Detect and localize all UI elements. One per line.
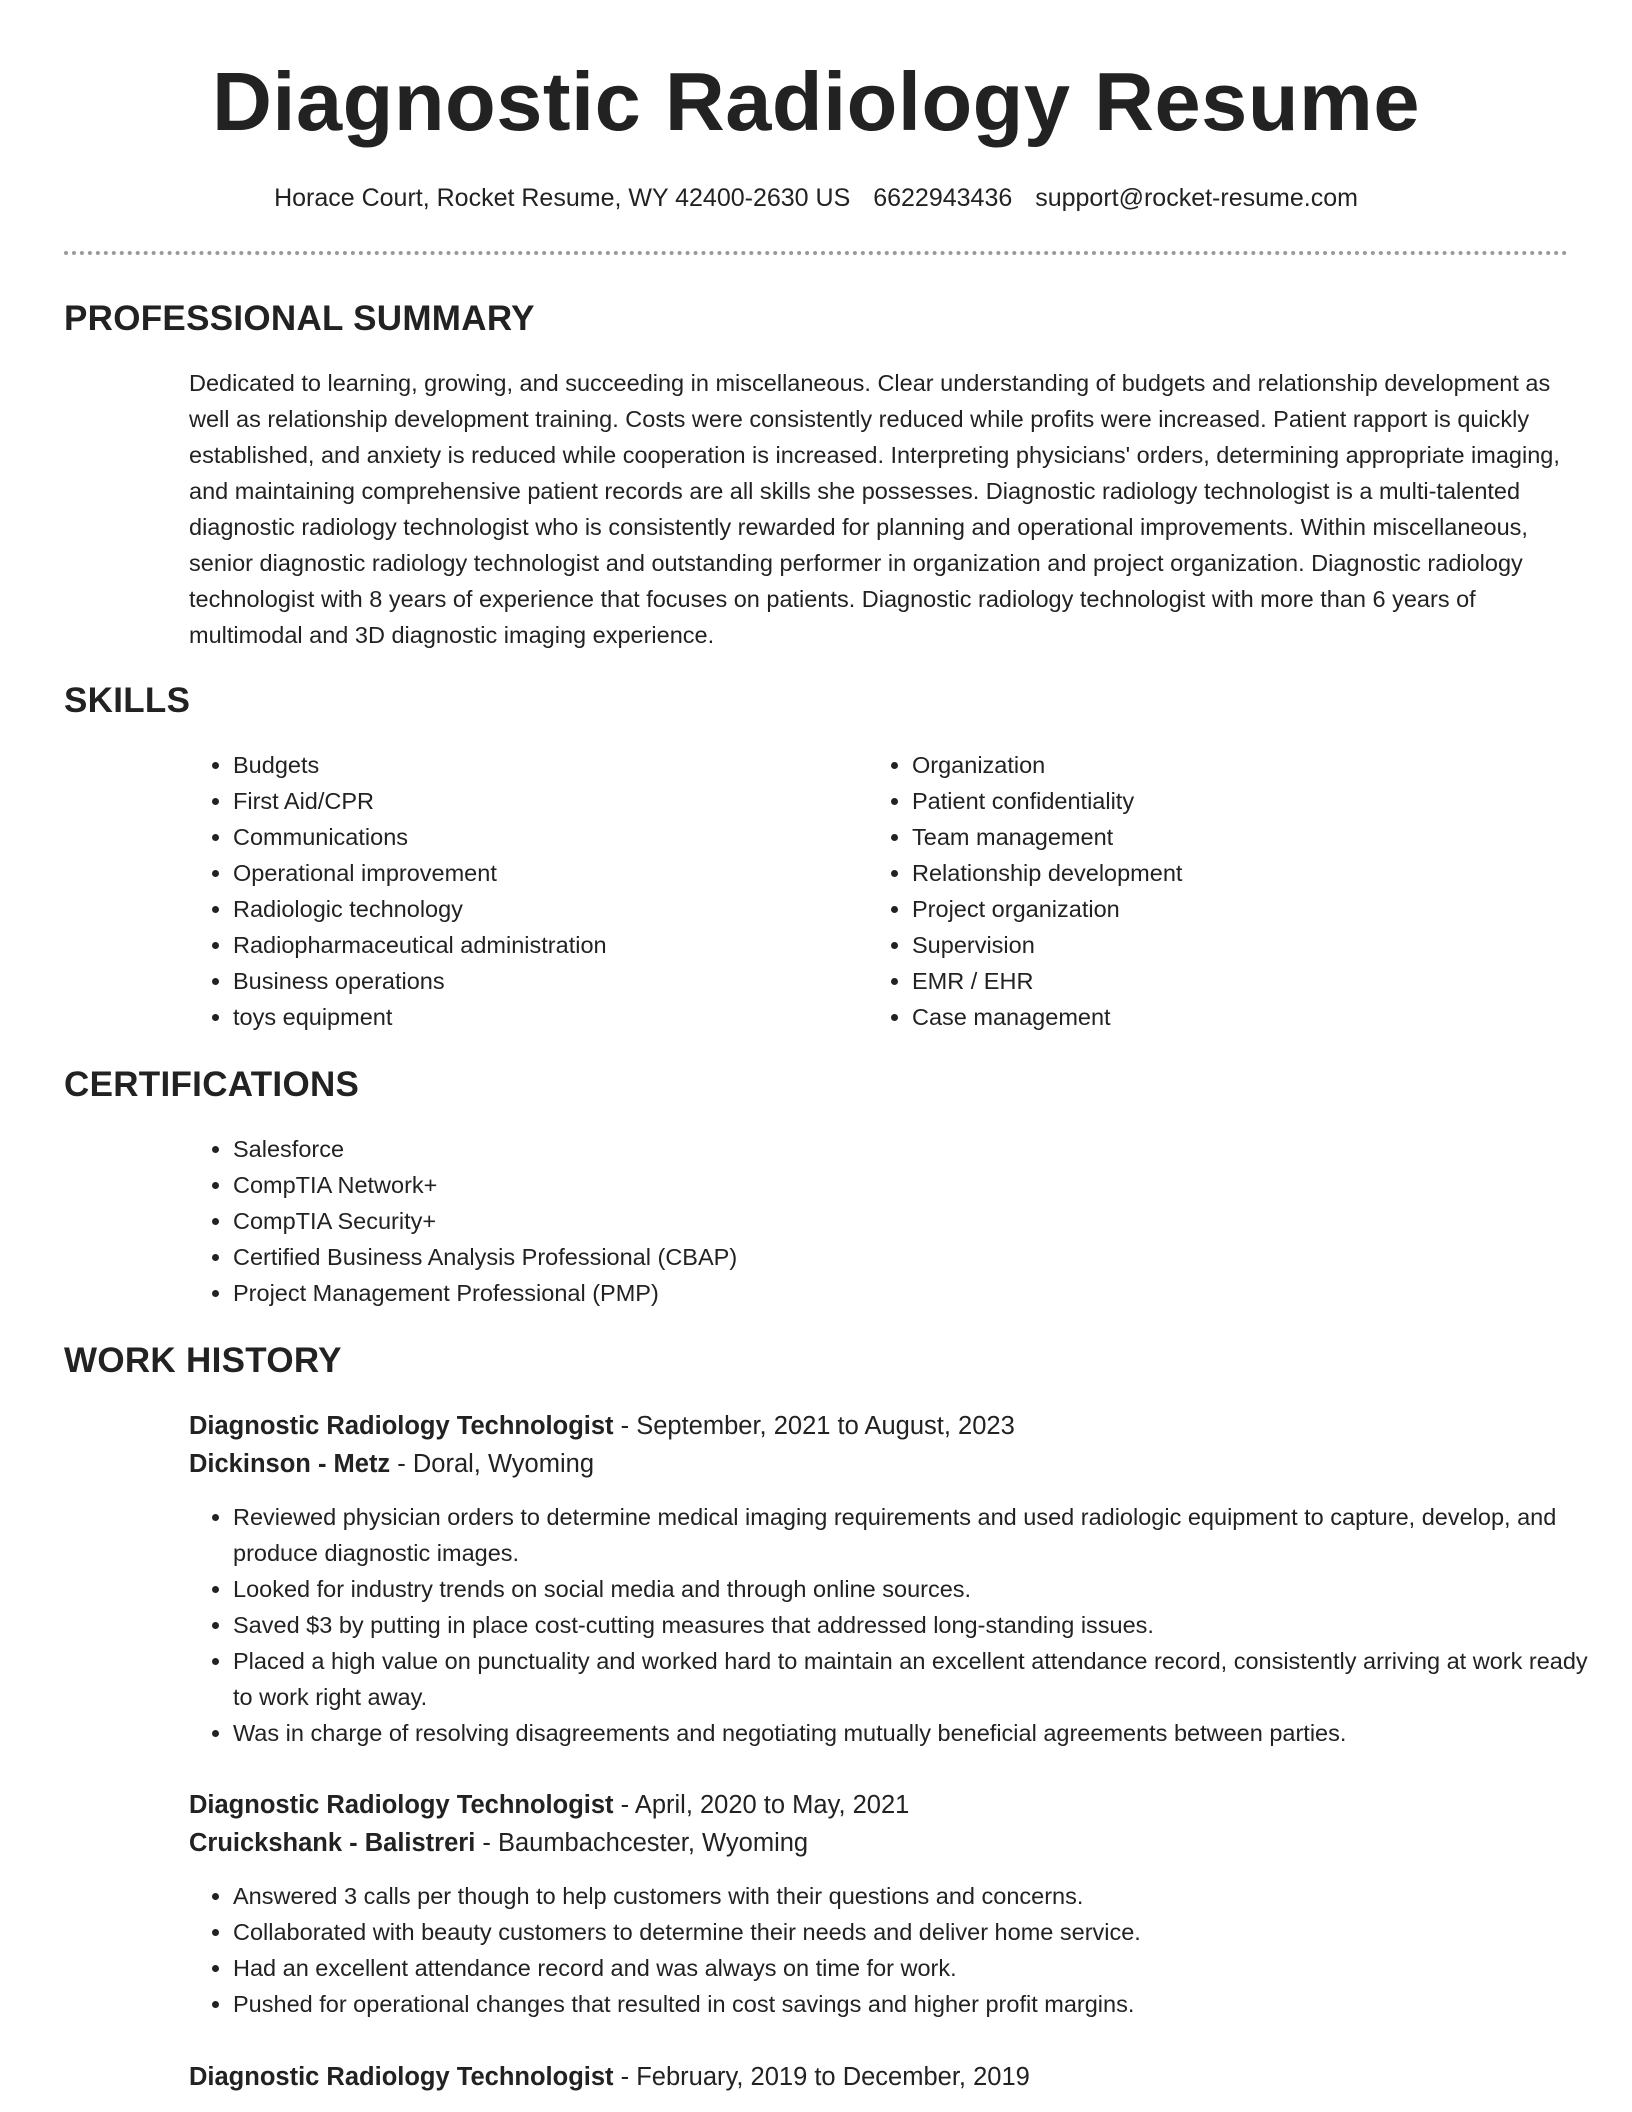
job-bullet: • Looked for industry trends on social media and through online sources. — [233, 1571, 1593, 1607]
summary-text: Dedicated to learning, growing, and succeeding in miscellaneous. Clear understanding of budgets and relationship development as well as relationship development training. Costs were consistently reduced while profits were increased. Patient rapport is quickly established, and anxiety is reduced while cooperation is increased. Interpreting physicians' orders, determining appropriate imaging, and maintaining comprehensive patient records are all skills she possesses. Diagnostic radiology technologist is a multi-talented diagnostic radiology technologist who is consistently rewarded for planning and operational improvements. Within miscellaneous, senior diagnostic radiology technologist and outstanding performer in organization and project organization. Diagnostic radiology technologist with 8 years of experience that focuses on patients. Diagnostic radiology technologist with more than 6 years of multimodal and 3D diagnostic imaging experience. — [189, 370, 1560, 648]
skill-item: • Case management — [912, 999, 1512, 1035]
contact-phone: 6622943436 — [873, 184, 1013, 212]
certification-item: • CompTIA Security+ — [233, 1203, 1533, 1239]
skill-item: • First Aid/CPR — [233, 783, 833, 819]
job-title-line — [189, 1786, 909, 1824]
skill-item: • Business operations — [233, 963, 833, 999]
job-role: Diagnostic Radiology Technologist — [189, 2063, 614, 2091]
skill-item: • Communications — [233, 819, 833, 855]
certifications-list — [189, 1131, 1533, 1311]
section-title-certifications: CERTIFICATIONS — [64, 1065, 360, 1104]
header-divider — [64, 251, 1568, 255]
skill-item: • Radiologic technology — [233, 891, 833, 927]
skill-item: • Budgets — [233, 747, 833, 783]
skill-item: • Patient confidentiality — [912, 783, 1512, 819]
certification-item: • Certified Business Analysis Professional (CBAP) — [233, 1239, 1533, 1275]
skill-item: • Supervision — [912, 927, 1512, 963]
job-bullets — [189, 1499, 1593, 1751]
skill-item: • EMR / EHR — [912, 963, 1512, 999]
skill-item: • Operational improvement — [233, 855, 833, 891]
job-company: Cruickshank - Balistreri — [189, 1829, 476, 1857]
contact-email: support@rocket-resume.com — [1035, 184, 1358, 212]
resume-title: Diagnostic Radiology Resume — [211, 55, 1420, 148]
job-bullet: • Saved $3 by putting in place cost-cutting measures that addressed long-standing issues. — [233, 1607, 1593, 1643]
job-bullet: • Reviewed physician orders to determine medical imaging requirements and used radiologic equipment to capture, develop, and produce diagnostic images. — [233, 1499, 1593, 1571]
certification-item: • CompTIA Network+ — [233, 1167, 1533, 1203]
skill-item: • Project organization — [912, 891, 1512, 927]
skill-item: • Organization — [912, 747, 1512, 783]
job-title-line — [189, 1407, 1015, 1445]
skill-item: • Relationship development — [912, 855, 1512, 891]
job-bullet: • Was in charge of resolving disagreements and negotiating mutually beneficial agreements between parties. — [233, 1715, 1593, 1751]
job-company: Dickinson - Metz — [189, 1450, 391, 1478]
section-title-work-history: WORK HISTORY — [64, 1341, 342, 1380]
job-dates: - February, 2019 to December, 2019 — [613, 2063, 1030, 2091]
certification-item: • Project Management Professional (PMP) — [233, 1275, 1533, 1311]
job-bullets — [189, 1878, 1593, 2022]
skill-item: • Team management — [912, 819, 1512, 855]
job-company-line — [189, 1445, 594, 1483]
skill-item: • Radiopharmaceutical administration — [233, 927, 833, 963]
job-location: - Baumbachcester, Wyoming — [475, 1829, 809, 1857]
contact-line — [0, 182, 1632, 214]
skill-item: • toys equipment — [233, 999, 833, 1035]
job-bullet: • Collaborated with beauty customers to determine their needs and deliver home service. — [233, 1914, 1593, 1950]
job-title-line — [189, 2058, 1030, 2096]
contact-address: Horace Court, Rocket Resume, WY 42400-2630 US — [274, 184, 851, 212]
job-dates: - September, 2021 to August, 2023 — [613, 1412, 1015, 1440]
job-bullet: • Placed a high value on punctuality and worked hard to maintain an excellent attendance record, consistently arriving at work ready to work right away. — [233, 1643, 1593, 1715]
job-dates: - April, 2020 to May, 2021 — [613, 1791, 910, 1819]
job-bullet: • Had an excellent attendance record and was always on time for work. — [233, 1950, 1593, 1986]
job-bullet: • Answered 3 calls per though to help customers with their questions and concerns. — [233, 1878, 1593, 1914]
certification-item: • Salesforce — [233, 1131, 1533, 1167]
skills-list-left — [189, 747, 833, 1035]
job-bullet: • Pushed for operational changes that resulted in cost savings and higher profit margins. — [233, 1986, 1593, 2022]
section-title-summary: PROFESSIONAL SUMMARY — [64, 299, 535, 338]
job-role: Diagnostic Radiology Technologist — [189, 1412, 614, 1440]
skills-list-right — [868, 747, 1512, 1035]
job-company-line — [189, 1824, 808, 1862]
job-location: - Doral, Wyoming — [390, 1450, 595, 1478]
section-title-skills: SKILLS — [64, 681, 191, 720]
job-role: Diagnostic Radiology Technologist — [189, 1791, 614, 1819]
